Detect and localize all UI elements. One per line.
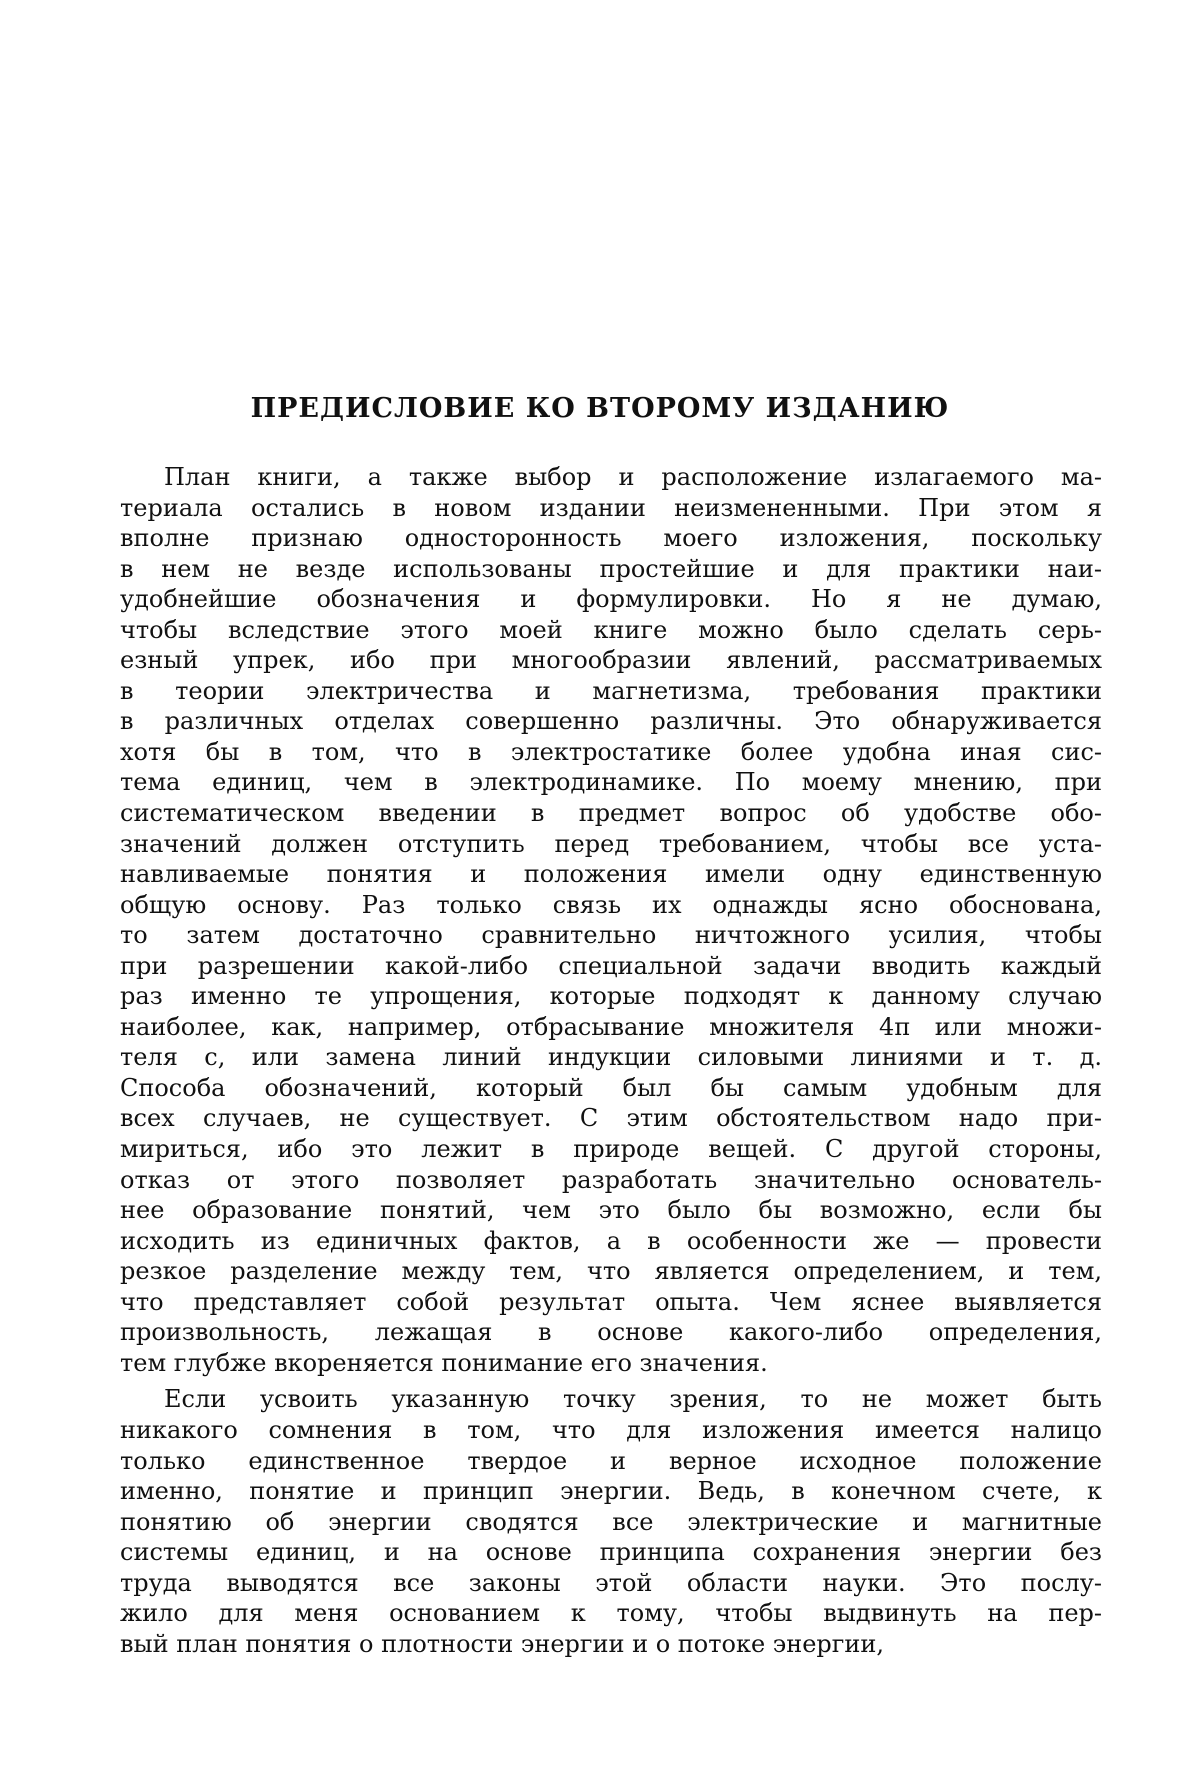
text-line: систематическом введении в предмет вопрос об удобстве обо- <box>120 799 1102 828</box>
text-line: хотя бы в том, что в электростатике более удобна иная сис- <box>120 737 1102 766</box>
text-line: езный упрек, ибо при многообразии явлений, рассматриваемых <box>120 646 1102 675</box>
paragraph-2 <box>120 1384 1102 1659</box>
text-line: в нем не везде использованы простейшие и для практики наи- <box>120 554 1102 583</box>
text-line: именно, понятие и принцип энергии. Ведь, в конечном счете, к <box>120 1477 1102 1506</box>
text-line: произвольность, лежащая в основе какого-либо определения, <box>120 1318 1102 1347</box>
text-line: Способа обозначений, который был бы самым удобным для <box>120 1073 1102 1102</box>
paragraph-1 <box>120 462 1102 1378</box>
text-line: тема единиц, чем в электродинамике. По моему мнению, при <box>120 768 1102 797</box>
text-line: в различных отделах совершенно различны. Это обнаруживается <box>120 707 1102 736</box>
text-line: что представляет собой результат опыта. Чем яснее выявляется <box>120 1287 1102 1316</box>
text-line: удобнейшие обозначения и формулировки. Но я не думаю, <box>120 585 1102 614</box>
text-line: резкое разделение между тем, что является определением, и тем, <box>120 1257 1102 1286</box>
text-line: всех случаев, не существует. С этим обстоятельством надо при- <box>120 1104 1102 1133</box>
text-line: раз именно те упрощения, которые подходят к данному случаю <box>120 982 1102 1011</box>
text-line: понятию об энергии сводятся все электрические и магнитные <box>120 1507 1102 1536</box>
text-line: исходить из единичных фактов, а в особенности же — провести <box>120 1226 1102 1255</box>
text-line: План книги, а также выбор и расположение излагаемого ма- <box>164 463 1102 491</box>
text-line: чтобы вследствие этого моей книге можно было сделать серь- <box>120 615 1102 644</box>
text-line: мириться, ибо это лежит в природе вещей. С другой стороны, <box>120 1135 1102 1164</box>
text-line: териала остались в новом издании неизмененными. При этом я <box>120 493 1102 522</box>
page-title: ПРЕДИСЛОВИЕ КО ВТОРОМУ ИЗДАНИЮ <box>250 393 950 424</box>
text-line: значений должен отступить перед требованием, чтобы все уста- <box>120 829 1102 858</box>
text-line: Если усвоить указанную точку зрения, то не может быть <box>164 1385 1102 1414</box>
body-text <box>120 462 1102 1659</box>
text-line: то затем достаточно сравнительно ничтожного усилия, чтобы <box>120 921 1102 950</box>
text-line: наиболее, как, например, отбрасывание множителя 4π или множи- <box>120 1012 1102 1041</box>
text-line: нее образование понятий, чем это было бы возможно, если бы <box>120 1196 1102 1225</box>
text-line: тем глубже вкореняется понимание его значения. <box>120 1348 768 1377</box>
text-line: системы единиц, и на основе принципа сохранения энергии без <box>120 1538 1102 1567</box>
text-line: вполне признаю односторонность моего изложения, поскольку <box>120 524 1102 553</box>
text-line: только единственное твердое и верное исходное положение <box>120 1446 1102 1475</box>
text-line: при разрешении какой-либо специальной задачи вводить каждый <box>120 951 1102 980</box>
text-line: жило для меня основанием к тому, чтобы выдвинуть на пер- <box>120 1599 1102 1628</box>
text-line: труда выводятся все законы этой области науки. Это послу- <box>120 1568 1102 1597</box>
text-line: отказ от этого позволяет разработать значительно основатель- <box>120 1165 1102 1194</box>
text-line: теля c, или замена линий индукции силовыми линиями и т. д. <box>120 1043 1102 1072</box>
text-line: в теории электричества и магнетизма, требования практики <box>120 676 1102 705</box>
text-line: общую основу. Раз только связь их однажды ясно обоснована, <box>120 890 1102 919</box>
text-line: вый план понятия о плотности энергии и о потоке энергии, <box>120 1629 884 1658</box>
text-line: никакого сомнения в том, что для изложения имеется налицо <box>120 1415 1102 1444</box>
text-line: навливаемые понятия и положения имели одну единственную <box>120 860 1102 889</box>
